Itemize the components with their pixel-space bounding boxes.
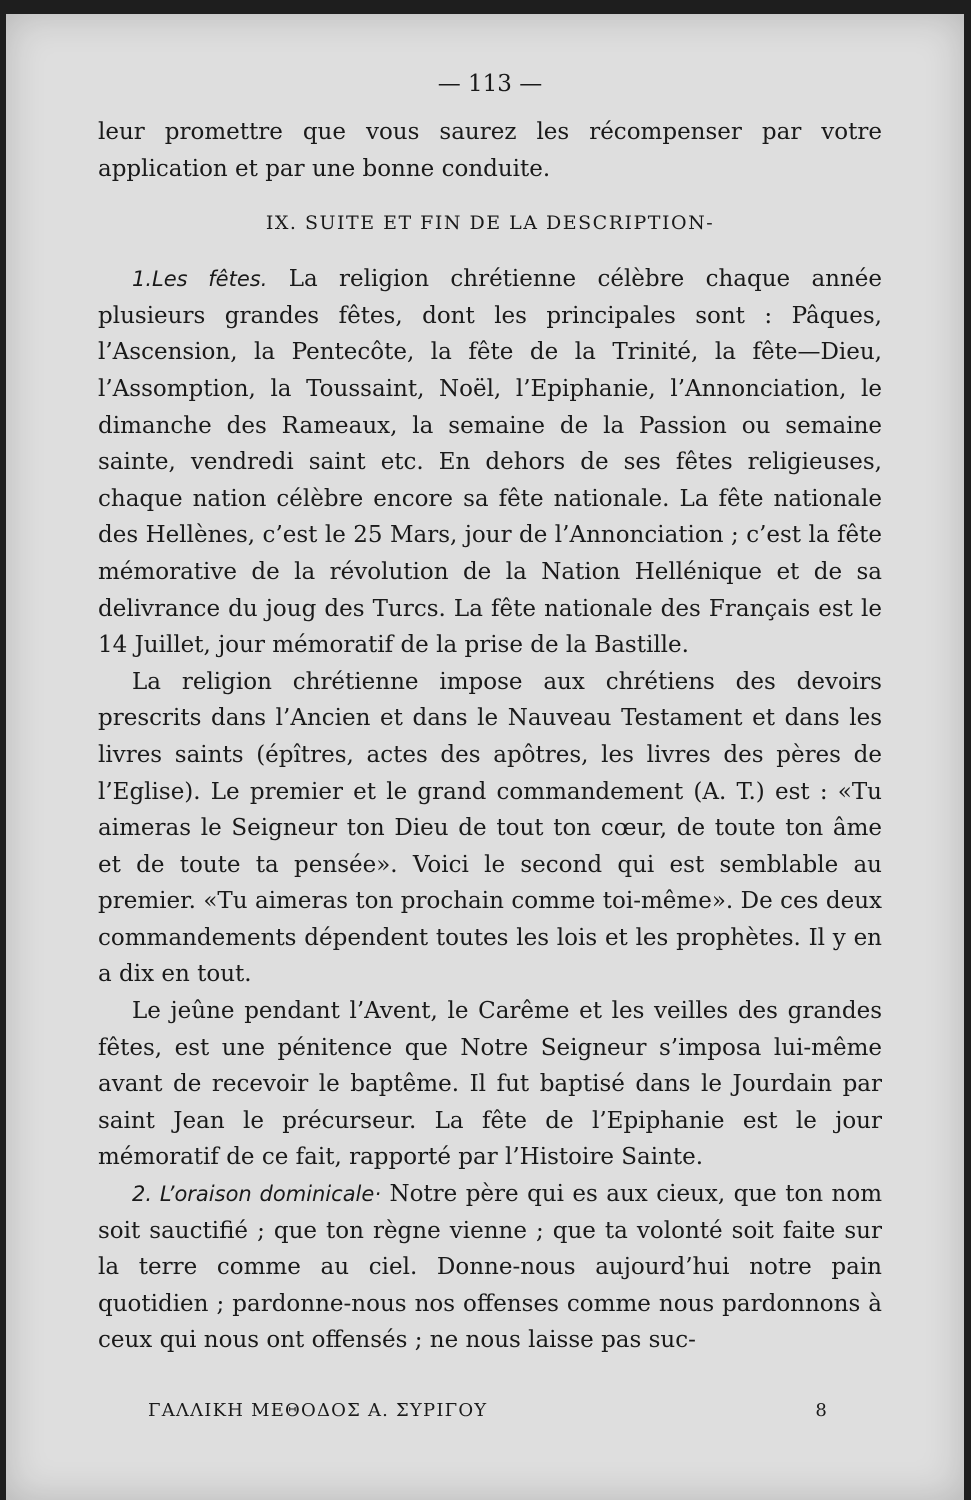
paragraph-lead: 1.Les fêtes. (132, 267, 268, 292)
paragraph-fetes (98, 261, 882, 664)
paragraph-text: Notre père qui es aux cieux, que ton nom soit sauctifié ; que ton règne vienne ; que ta volonté soit faite sur la terre comme au ciel. Donne-nous aujourd’hui notre pain quotidien ; pardonne-nous nos offenses comme nous pardonnons à ceux qui nous ont offensés ; ne nous laisse pas suc- (98, 1181, 883, 1354)
page-number: — 113 — (437, 71, 543, 97)
paragraph-jeune (98, 993, 882, 1176)
page-content (98, 66, 882, 1359)
paragraph-devoirs (98, 664, 882, 993)
paragraph-lead: 2. L’oraison dominicale· (132, 1182, 381, 1207)
book-page (6, 14, 964, 1500)
continued-paragraph: leur promettre que vous saurez les récompenser par votre application et par une bonne conduite. (98, 119, 882, 182)
paragraph-text: La religion chrétienne impose aux chrétiens des devoirs prescrits dans l’Ancien et dans le Nauveau Testament et dans les livres saints (épîtres, actes des apôtres, les livres des pères de l’Eglise). Le premier et le grand commandement (A. T.) est : «Tu aimeras le Seigneur ton Dieu de tout ton cœur, de toute ton âme et de toute ta pensée». Voici le second qui est semblable au premier. «Tu aimeras ton prochain comme toi-même». De ces deux commandements dépendent toutes les lois et les prophètes. Il y en a dix en tout. (98, 668, 882, 988)
footer-signature: ΓΑΛΛΙΚΗ ΜΕΘΟΔΟΣ Α. ΣΥΡΙΓΟΥ (148, 1400, 488, 1421)
paragraph-oraison (98, 1176, 882, 1359)
section-heading: IX. SUITE ET FIN DE LA DESCRIPTION- (265, 212, 715, 235)
paragraph-text: La religion chrétienne célèbre chaque année plusieurs grandes fêtes, dont les principales sont : Pâques, l’Ascension, la Pentecôte, la fête de la Trinité, la fête—Dieu, l’Assomption, la Toussaint, Noël, l’Epiphanie, l’Annonciation, le dimanche des Rameaux, la semaine de la Passion ou semaine sainte, vendredi saint etc. En dehors de ses fêtes religieuses, chaque nation célèbre encore sa fête nationale. La fête nationale des Hellènes, c’est le 25 Mars, jour de l’Annonciation ; c’est la fête mémorative de la révolution de la Nation Hellénique et de sa delivrance du joug des Turcs. La fête nationale des Français est le 14 Juillet, jour mémoratif de la prise de la Bastille. (98, 266, 883, 659)
footer-sheet-number: 8 (815, 1400, 828, 1421)
paragraph-text: Le jeûne pendant l’Avent, le Carême et les veilles des grandes fêtes, est une pénitence que Notre Seigneur s’imposa lui-même avant de recevoir le baptême. Il fut baptisé dans le Jourdain par saint Jean le précurseur. La fête de l’Epiphanie est le jour mémoratif de ce fait, rapporté par l’Histoire Sainte. (98, 998, 882, 1171)
page-footer (148, 1400, 828, 1421)
